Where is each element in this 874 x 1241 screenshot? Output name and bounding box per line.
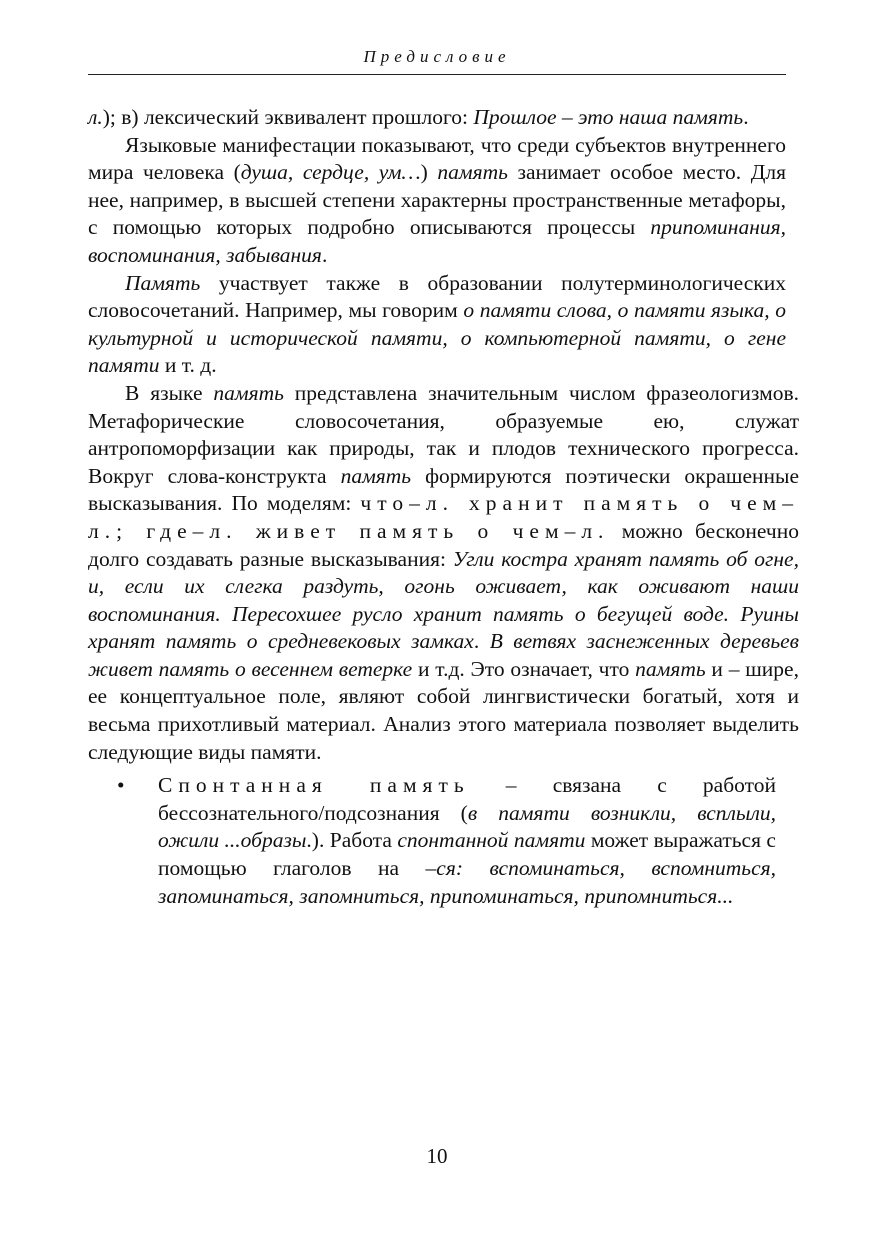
text: . (743, 105, 749, 129)
emphasis: память (340, 463, 412, 488)
paragraph (88, 104, 786, 132)
memory-types-list (88, 772, 786, 910)
paragraph (88, 132, 786, 270)
emphasis: Угли костра хранят память об огне, и, если их слегка раздуть, огонь оживает, как оживают наши воспоминания. Пересохшее русло хранит память о бегущей воде. Руины хранят память о средневековых замках (88, 546, 799, 654)
spaced-text: что–л. хранит память о чем–л.; где–л. живет память о чем–л. (88, 491, 799, 543)
text: участвует также в образовании полутерминологических словосочетаний. Например, мы говорим (88, 270, 786, 323)
text: ); в) лексический эквивалент прошлого: (102, 105, 474, 129)
running-header: Предисловие (363, 47, 511, 66)
page-body (88, 104, 800, 910)
text: . (321, 242, 328, 267)
emphasis: о памяти слова, о памяти языка, о культурной и исторической памяти, о компьютерной памяти, о гене памяти (88, 298, 786, 378)
header-rule (88, 74, 786, 75)
emphasis: –ся: вспоминаться, вспомниться, запоминаться, запомниться, припоминаться, припомниться... (158, 856, 776, 908)
text: и т. д. (159, 353, 217, 378)
emphasis: душа, сердце, ум… (240, 160, 421, 185)
text: представлена значительным числом фразеологизмов. Метафорические словосочетания, образуемые ею, служат антропоморфизации как природы, так и плодов технического прогресса. Вокруг слова-конструкта (88, 380, 799, 488)
emphasis: память (213, 380, 284, 405)
emphasis: Прошлое – это наша память (473, 105, 744, 129)
text: можно бесконечно долго создавать разные высказывания: (88, 518, 799, 571)
page-number: 10 (426, 1144, 448, 1168)
text: . (473, 629, 490, 654)
text: и т.д. Это означает, что (412, 656, 636, 681)
bullet-icon: • (117, 773, 125, 798)
paragraph (88, 380, 799, 766)
emphasis: в памяти возникли, всплыли, ожили ...образы (158, 800, 776, 853)
emphasis: Память (125, 270, 201, 295)
emphasis: спонтанной памяти (397, 828, 586, 853)
emphasis: память (437, 160, 508, 185)
text: ) (420, 160, 438, 185)
emphasis: припоминания, воспоминания, забывания (88, 215, 786, 267)
text: занимает особое место. Для нее, например, в высшей степени характерны пространственные метафоры, с помощью которых подробно описываются процессы (88, 160, 786, 240)
paragraph (88, 270, 786, 380)
text: .). Работа (306, 828, 398, 853)
list-item (117, 772, 776, 910)
text: формируются поэтически окрашенные высказывания. По моделям: (88, 463, 800, 516)
text: – связана с работой бессознательного/подсознания ( (158, 773, 776, 825)
text: и – шире, ее концептуальное поле, являют собой лингвистически богатый, хотя и весьма прихотливый материал. Анализ этого материала позволяет выделить следующие виды памяти. (88, 656, 799, 764)
emphasis: память (635, 656, 706, 681)
emphasis: В ветвях заснеженных деревьев живет память о весеннем ветерке (88, 629, 799, 681)
text: может выражаться с помощью глаголов на (158, 828, 776, 881)
spaced-text: Спонтанная память (158, 773, 470, 798)
emphasis: л. (88, 105, 103, 129)
text: Языковые манифестации показывают, что среди субъектов внутреннего мира человека ( (88, 132, 786, 185)
text: В языке (125, 380, 214, 405)
